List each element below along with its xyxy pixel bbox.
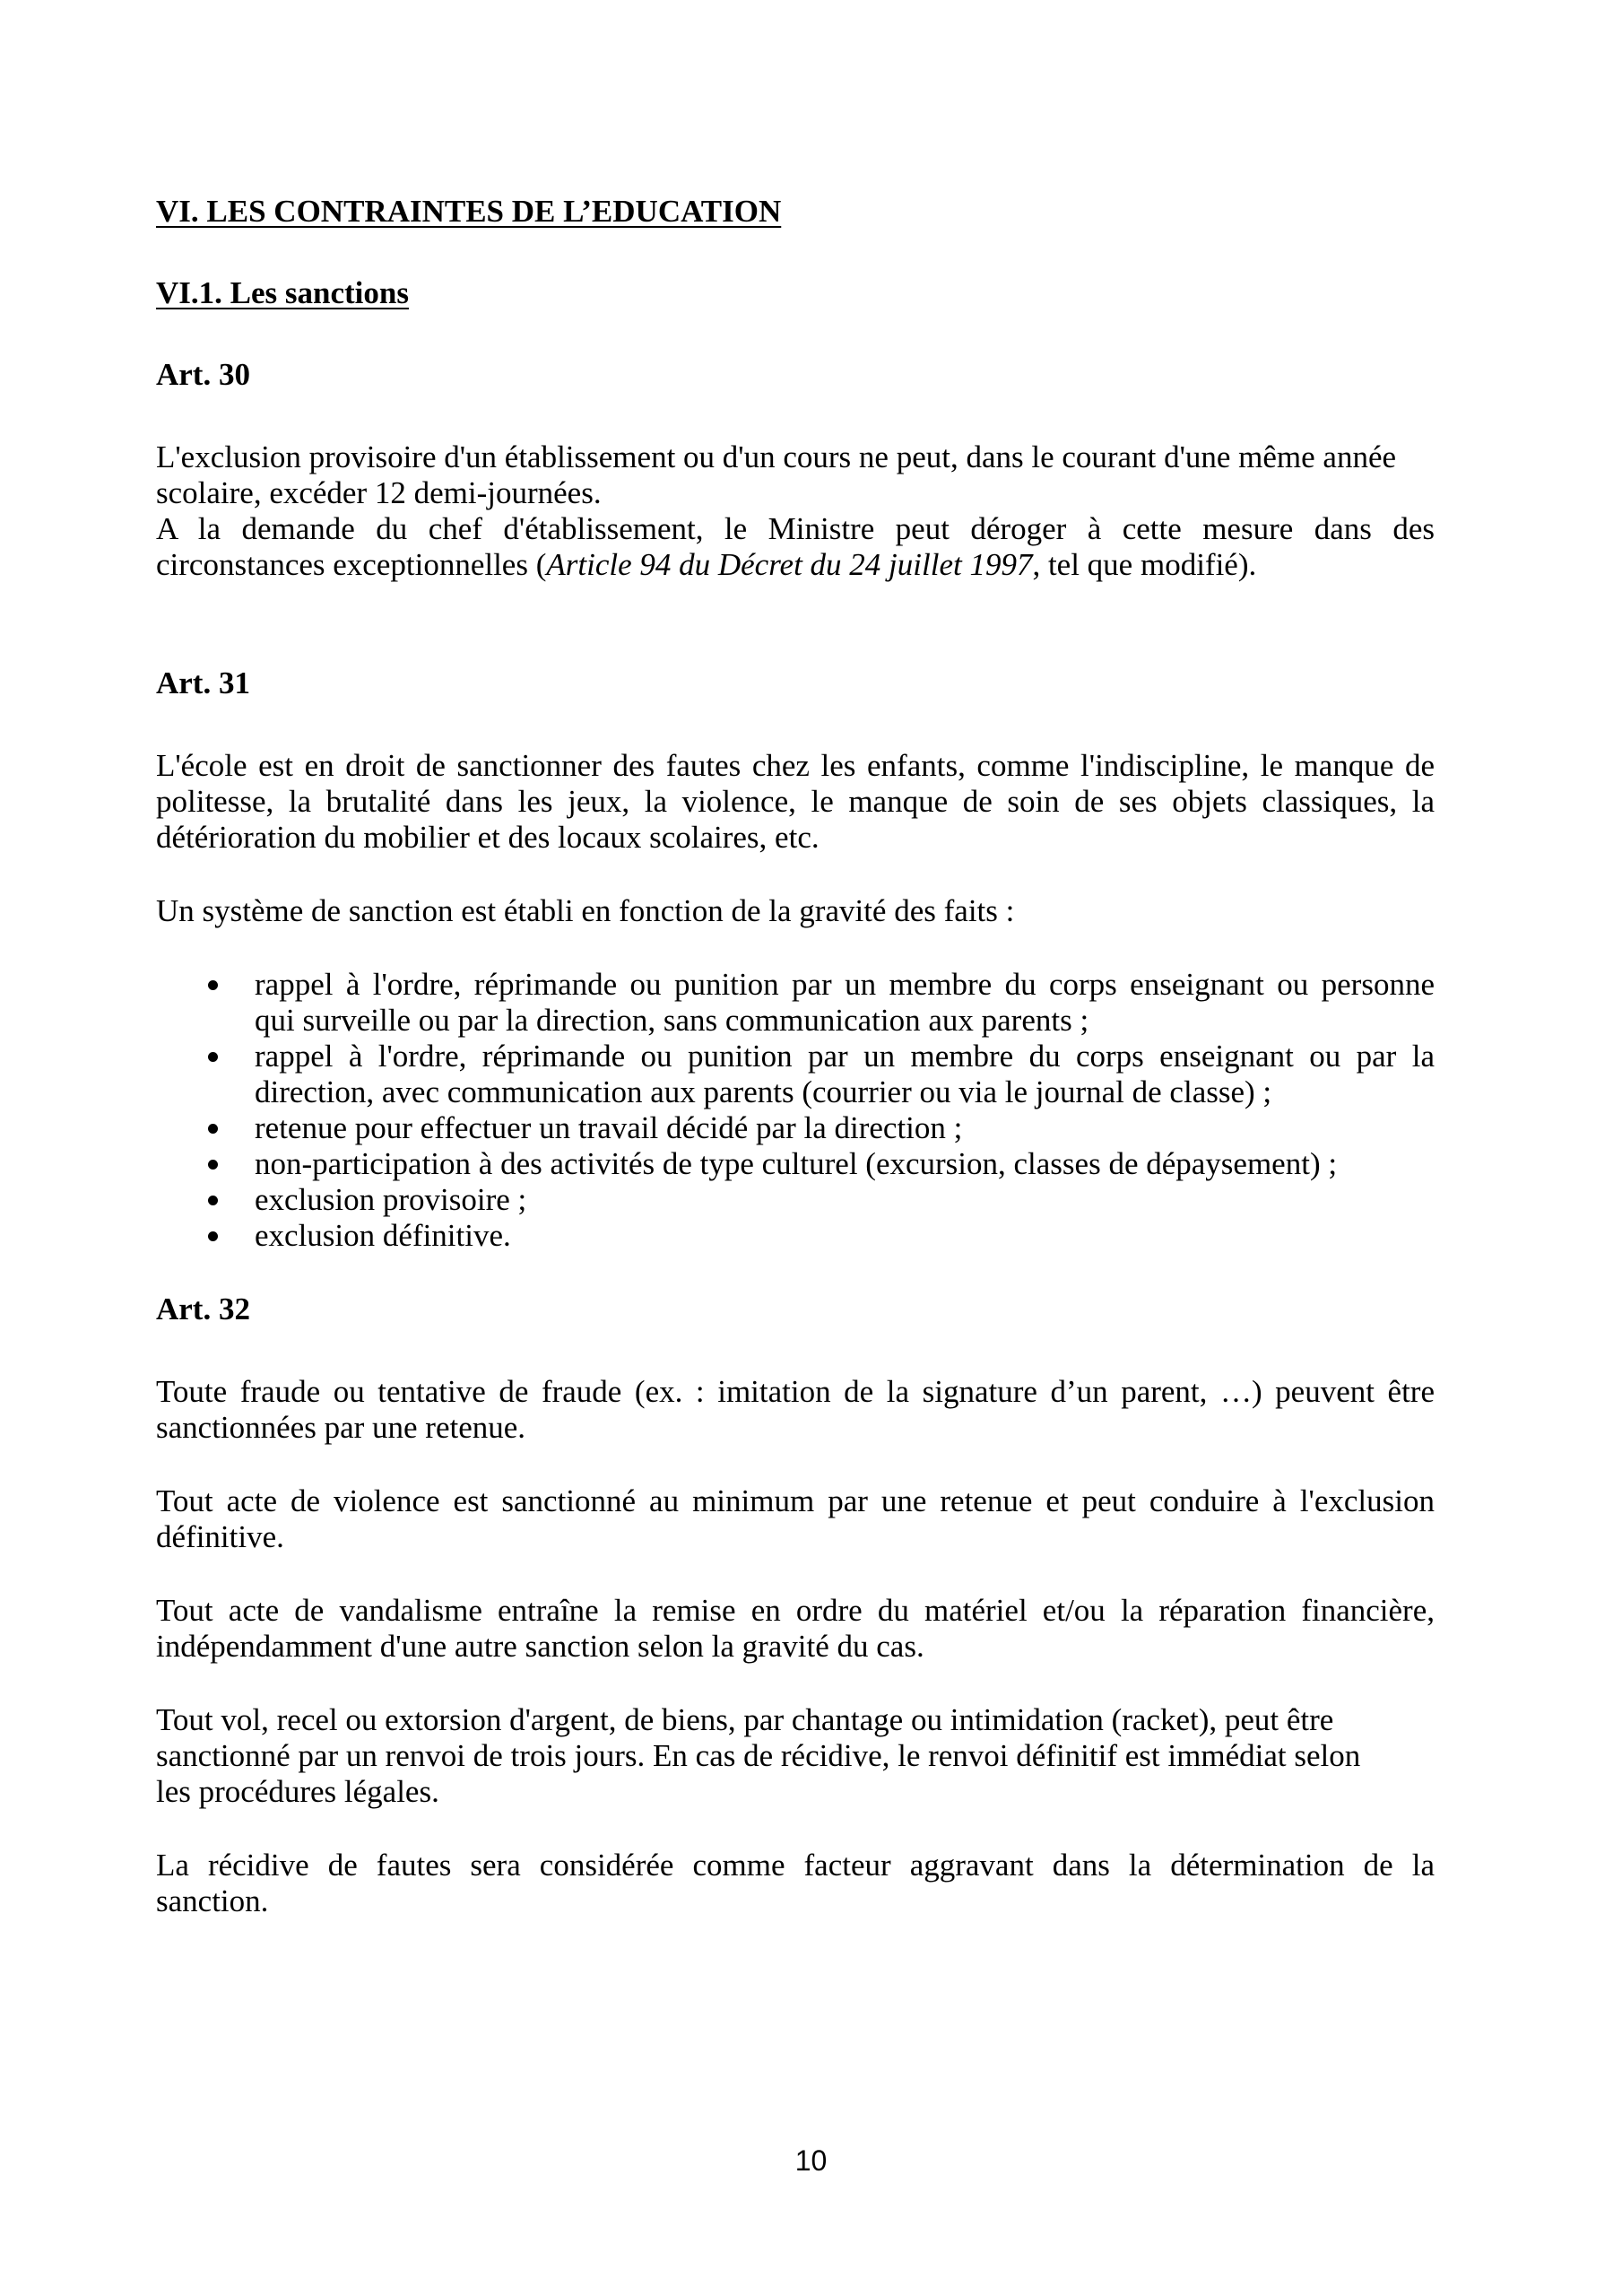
page-number: 10	[794, 2144, 828, 2177]
bullet-icon	[208, 1231, 218, 1241]
art32-paragraph-2	[156, 1483, 1435, 1555]
bullet-icon	[208, 1124, 218, 1134]
text-line: politesse, la brutalité dans les jeux, la violence, le manque de soin de ses objets classiques, la	[156, 784, 1435, 819]
list-item	[156, 1182, 1435, 1218]
text-line: L'école est en droit de sanctionner des fautes chez les enfants, comme l'indiscipline, le manque de	[156, 748, 1435, 783]
art32-paragraph-5	[156, 1848, 1435, 1919]
text-line: L'exclusion provisoire d'un établissement ou d'un cours ne peut, dans le courant d'une même année	[156, 439, 1397, 474]
text-line: direction, avec communication aux parents (courrier ou via le journal de classe) ;	[255, 1074, 1272, 1109]
text-line: Tout acte de violence est sanctionné au minimum par une retenue et peut conduire à l'exclusion	[156, 1483, 1435, 1518]
list-item	[156, 1039, 1435, 1110]
art32-paragraph-4	[156, 1702, 1435, 1810]
art30-paragraph-2	[156, 511, 1435, 583]
list-item	[156, 1146, 1435, 1182]
text-line: détérioration du mobilier et des locaux scolaires, etc.	[156, 820, 820, 855]
sanction-list	[156, 967, 1435, 1254]
text-line: A la demande du chef d'établissement, le Ministre peut déroger à cette mesure dans des	[156, 511, 1435, 546]
list-item	[156, 1110, 1435, 1146]
text-line: sanctionnées par une retenue.	[156, 1410, 526, 1445]
text-line: exclusion provisoire ;	[255, 1182, 527, 1217]
text-line: indépendamment d'une autre sanction selon la gravité du cas.	[156, 1629, 924, 1664]
article-heading-31: Art. 31	[156, 665, 250, 700]
art31-paragraph-1	[156, 748, 1435, 856]
text-line: Tout vol, recel ou extorsion d'argent, de biens, par chantage ou intimidation (racket), peut être	[156, 1702, 1334, 1737]
section-subtitle: VI.1. Les sanctions	[156, 275, 409, 310]
text-line: qui surveille ou par la direction, sans communication aux parents ;	[255, 1003, 1089, 1038]
bullet-icon	[208, 980, 218, 990]
bullet-icon	[208, 1160, 218, 1170]
text-line: rappel à l'ordre, réprimande ou punition par un membre du corps enseignant ou personne	[255, 967, 1435, 1002]
art31-paragraph-2: Un système de sanction est établi en fonction de la gravité des faits :	[156, 893, 1015, 928]
text-line: définitive.	[156, 1519, 284, 1554]
art30-paragraph-1	[156, 439, 1435, 511]
bullet-icon	[208, 1052, 218, 1062]
decree-reference: Article 94 du Décret du 24 juillet 1997	[546, 547, 1033, 582]
text-line: les procédures légales.	[156, 1774, 439, 1809]
text-line: La récidive de fautes sera considérée comme facteur aggravant dans la détermination de la	[156, 1848, 1435, 1883]
text-line: rappel à l'ordre, réprimande ou punition par un membre du corps enseignant ou par la	[255, 1039, 1435, 1074]
page-content	[156, 194, 1435, 1919]
text-line: sanction.	[156, 1883, 269, 1918]
text-line: retenue pour effectuer un travail décidé par la direction ;	[255, 1110, 963, 1145]
text-line: Tout acte de vandalisme entraîne la remise en ordre du matériel et/ou la réparation financière,	[156, 1593, 1435, 1628]
list-item	[156, 967, 1435, 1039]
text-line: non-participation à des activités de type culturel (excursion, classes de dépaysement) ;	[255, 1146, 1338, 1181]
text-line: scolaire, excéder 12 demi-journées.	[156, 475, 602, 510]
text-line: sanctionné par un renvoi de trois jours. En cas de récidive, le renvoi définitif est immédiat selon	[156, 1738, 1361, 1773]
bullet-icon	[208, 1196, 218, 1205]
article-heading-30: Art. 30	[156, 357, 250, 392]
text-line: circonstances exceptionnelles (Article 94 du Décret du 24 juillet 1997, tel que modifié).	[156, 547, 1257, 582]
art32-paragraph-1	[156, 1374, 1435, 1446]
section-title: VI. LES CONTRAINTES DE L’EDUCATION	[156, 194, 782, 229]
article-heading-32: Art. 32	[156, 1292, 250, 1326]
art32-paragraph-3	[156, 1593, 1435, 1665]
text-line: exclusion définitive.	[255, 1218, 511, 1253]
text-line: Toute fraude ou tentative de fraude (ex. : imitation de la signature d’un parent, …) peuvent être	[156, 1374, 1435, 1409]
list-item	[156, 1218, 1435, 1254]
